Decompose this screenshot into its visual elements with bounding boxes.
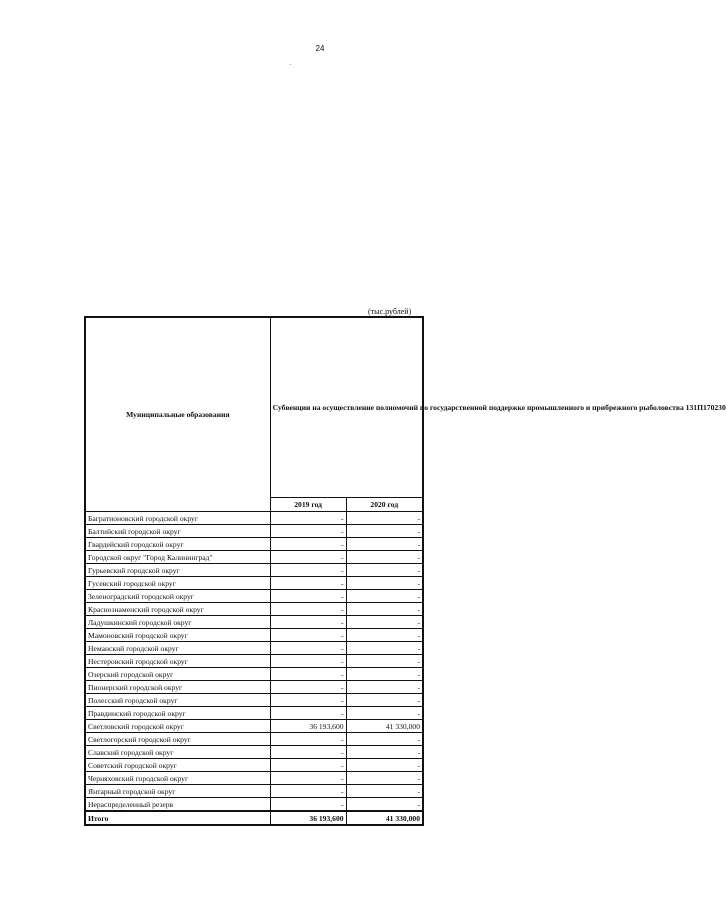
value-2019: -	[270, 616, 346, 629]
value-2019: -	[270, 642, 346, 655]
municipality-name: Пионерский городской округ	[85, 681, 270, 694]
table-row	[85, 746, 423, 759]
table-body	[85, 512, 423, 826]
table-row	[85, 538, 423, 551]
municipality-name: Янтарный городской округ	[85, 785, 270, 798]
table-row	[85, 772, 423, 785]
value-2020: -	[346, 668, 423, 681]
value-2019: -	[270, 668, 346, 681]
value-2019: -	[270, 629, 346, 642]
value-2019: -	[270, 655, 346, 668]
municipality-name: Светлогорский городской округ	[85, 733, 270, 746]
header-municipalities: Муниципальные образования	[85, 317, 270, 512]
value-2019: -	[270, 525, 346, 538]
value-2020: -	[346, 772, 423, 785]
subsidy-table	[84, 316, 726, 826]
municipality-name: Светловский городской округ	[85, 720, 270, 733]
header-year-2020: 2020 год	[346, 498, 423, 512]
table-row	[85, 707, 423, 720]
scan-speck	[290, 64, 291, 65]
value-2020: -	[346, 577, 423, 590]
header-subsidy: Субвенции на осуществление полномочий по государственной поддержке промышленного и прибрежного рыболовства 131П170230	[270, 317, 423, 498]
table-row	[85, 642, 423, 655]
value-2020: -	[346, 642, 423, 655]
table-row	[85, 629, 423, 642]
municipality-name: Неманский городской округ	[85, 642, 270, 655]
value-2020: -	[346, 603, 423, 616]
municipality-name: Черняховский городской округ	[85, 772, 270, 785]
table-row	[85, 616, 423, 629]
municipality-name: Зеленоградский городской округ	[85, 590, 270, 603]
table-row	[85, 785, 423, 798]
total-label: Итого	[85, 811, 270, 825]
municipality-name: Балтийский городской округ	[85, 525, 270, 538]
municipality-name: Мамоновский городской округ	[85, 629, 270, 642]
value-2019: -	[270, 759, 346, 772]
value-2020: -	[346, 551, 423, 564]
table-row	[85, 668, 423, 681]
value-2020: -	[346, 746, 423, 759]
value-2019: -	[270, 694, 346, 707]
value-2020: -	[346, 564, 423, 577]
municipality-name: Славский городской округ	[85, 746, 270, 759]
header-year-2019: 2019 год	[270, 498, 346, 512]
value-2020: -	[346, 525, 423, 538]
municipality-name: Багратионовский городской округ	[85, 512, 270, 525]
page-number: 24	[315, 44, 325, 53]
municipality-name: Городской округ "Город Калининград"	[85, 551, 270, 564]
table-row	[85, 577, 423, 590]
value-2019: -	[270, 785, 346, 798]
value-2019: -	[270, 590, 346, 603]
table-row	[85, 603, 423, 616]
value-2020: -	[346, 590, 423, 603]
value-2019: -	[270, 798, 346, 812]
municipality-name: Советский городской округ	[85, 759, 270, 772]
value-2020: 41 330,000	[346, 720, 423, 733]
municipality-name: Озерский городской округ	[85, 668, 270, 681]
value-2020: -	[346, 616, 423, 629]
value-2020: -	[346, 694, 423, 707]
municipality-name: Гурьевский городской округ	[85, 564, 270, 577]
municipality-name: Правдинский городской округ	[85, 707, 270, 720]
municipality-name: Гусевский городской округ	[85, 577, 270, 590]
table-row	[85, 694, 423, 707]
value-2020: -	[346, 733, 423, 746]
value-2019: -	[270, 564, 346, 577]
municipality-name: Ладушкинский городской округ	[85, 616, 270, 629]
municipality-name: Полесский городской округ	[85, 694, 270, 707]
municipality-name: Гвардейский городской округ	[85, 538, 270, 551]
value-2019: -	[270, 707, 346, 720]
value-2020: -	[346, 538, 423, 551]
municipality-name: Краснознаменский городской округ	[85, 603, 270, 616]
table-row	[85, 655, 423, 668]
value-2019: -	[270, 538, 346, 551]
value-2020: -	[346, 798, 423, 812]
table-row	[85, 733, 423, 746]
unit-label: (тыс.рублей)	[368, 307, 412, 316]
value-2019: -	[270, 681, 346, 694]
table-row	[85, 564, 423, 577]
value-2019: -	[270, 577, 346, 590]
value-2020: -	[346, 707, 423, 720]
value-2020: -	[346, 629, 423, 642]
table-row	[85, 759, 423, 772]
total-2019: 36 193,600	[270, 811, 346, 825]
value-2019: -	[270, 733, 346, 746]
value-2019: -	[270, 551, 346, 564]
value-2019: -	[270, 603, 346, 616]
value-2020: -	[346, 655, 423, 668]
table-row	[85, 512, 423, 525]
table-row	[85, 681, 423, 694]
value-2019: -	[270, 772, 346, 785]
table-row	[85, 720, 423, 733]
municipality-name: Нестеровский городской округ	[85, 655, 270, 668]
value-2019: -	[270, 746, 346, 759]
total-row	[85, 811, 423, 825]
value-2020: -	[346, 681, 423, 694]
table-row	[85, 590, 423, 603]
table-row	[85, 525, 423, 538]
municipality-name: Нераспределенный резерв	[85, 798, 270, 812]
value-2020: -	[346, 759, 423, 772]
table-row	[85, 798, 423, 812]
value-2020: -	[346, 512, 423, 525]
total-2020: 41 330,000	[346, 811, 423, 825]
value-2019: 36 193,600	[270, 720, 346, 733]
value-2020: -	[346, 785, 423, 798]
table-row	[85, 551, 423, 564]
value-2019: -	[270, 512, 346, 525]
